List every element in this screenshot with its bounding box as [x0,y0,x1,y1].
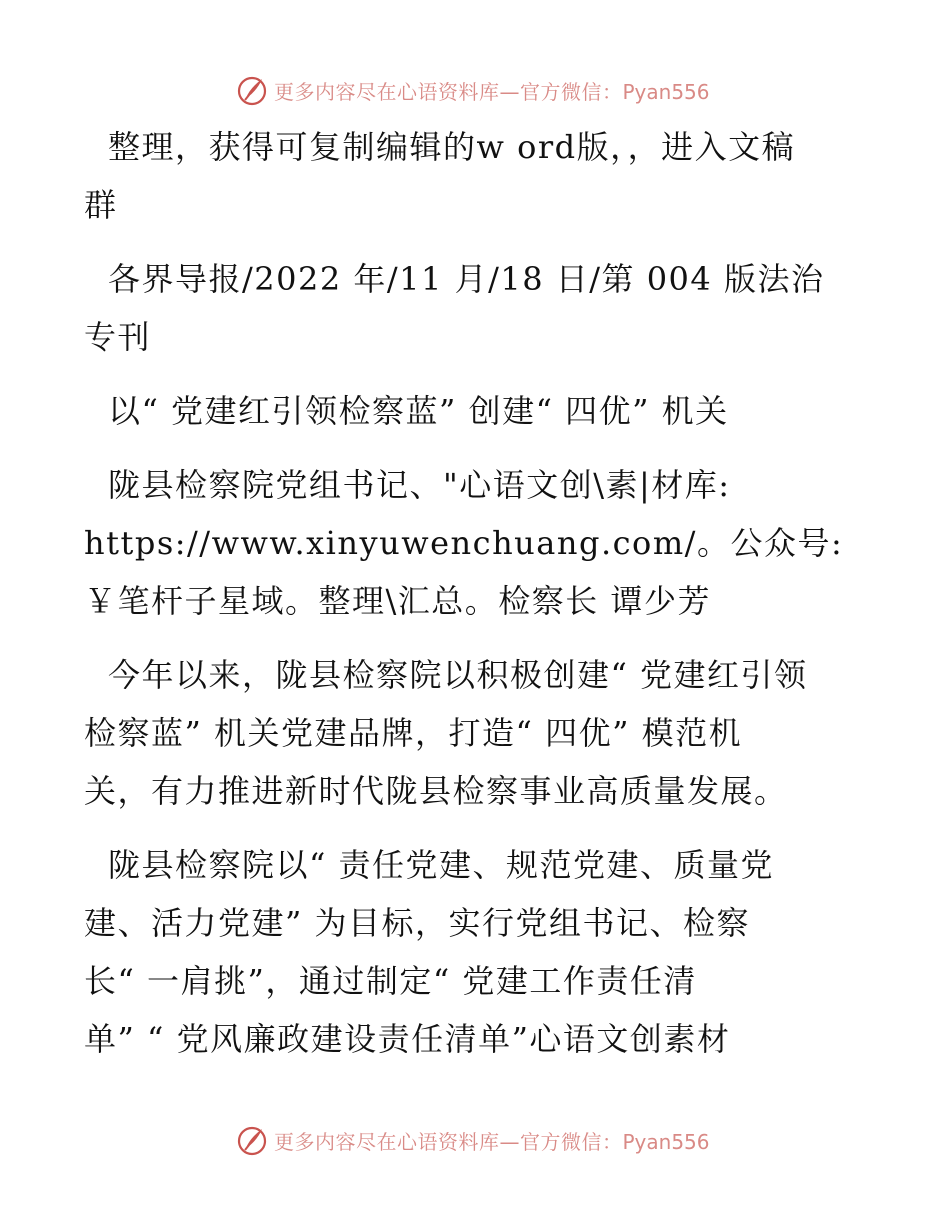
text-line: ￥笔杆子星域。整理\汇总。检察长 谭少芳 [84,582,711,620]
watermark-wechat-id: Pyan556 [622,1129,710,1154]
text-line: 今年以来，陇县检察院以积极创建“ 党建红引领 [108,656,808,694]
text-line: 专刊 [84,318,152,356]
paragraph [84,836,856,1068]
watermark-label: 更多内容尽在心语资料库—官方微信： [274,1129,623,1154]
watermark-label: 更多内容尽在心语资料库—官方微信： [274,79,623,104]
quill-logo-icon [236,1124,268,1156]
paragraph [96,382,856,440]
text-line: 各界导报/2022 年/11 月/18 日/第 004 版法治 [108,260,825,298]
quill-logo-icon [236,74,268,106]
document-body [84,118,856,1084]
footer-watermark [236,1122,710,1158]
header-watermark [236,72,710,108]
paragraph [84,250,856,366]
watermark-text [274,1126,710,1155]
text-line: 陇县检察院党组书记、"心语文创\素|材库: [108,466,731,504]
text-line: 建、活力党建” 为目标，实行党组书记、检察 [84,904,751,942]
text-line: 单” “ 党风廉政建设责任清单”心语文创素材 [84,1020,731,1058]
text-line: 以“ 党建红引领检察蓝” 创建“ 四优” 机关 [108,392,729,430]
watermark-text [274,76,710,105]
paragraph [84,646,856,820]
text-line: 陇县检察院以“ 责任党建、规范党建、质量党 [108,846,775,884]
watermark-wechat-id: Pyan556 [622,79,710,104]
text-line: 整理，获得可复制编辑的w ord版，，进入文稿 [108,128,796,166]
paragraph [84,456,856,630]
paragraph [84,118,856,234]
text-line: 长“ 一肩挑”，通过制定“ 党建工作责任清 [84,962,697,1000]
text-line: https://www.xinyuwenchuang.com/。公众号: [84,524,844,562]
text-line: 关，有力推进新时代陇县检察事业高质量发展。 [84,772,788,810]
text-line: 检察蓝” 机关党建品牌，打造“ 四优” 模范机 [84,714,743,752]
text-line: 群 [84,186,118,224]
